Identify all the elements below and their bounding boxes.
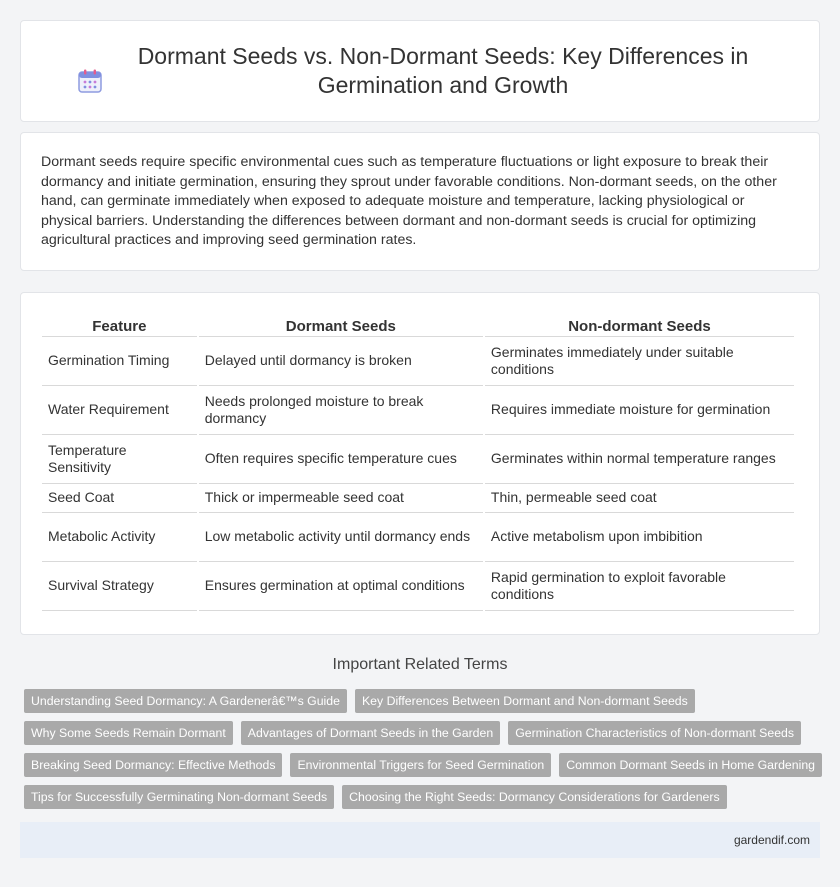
row-feature: Germination Timing	[42, 337, 197, 386]
tag-row	[24, 785, 735, 809]
table-row	[42, 562, 794, 611]
footer-site[interactable]: gardendif.com	[733, 833, 810, 847]
page-title: Dormant Seeds vs. Non-Dormant Seeds: Key Differences in Germination and Growth	[137, 43, 749, 98]
table-row	[42, 513, 794, 562]
row-dormant: Needs prolonged moisture to break dormancy	[199, 386, 483, 435]
related-tag[interactable]: Tips for Successfully Germinating Non-dormant Seeds	[24, 785, 334, 809]
comparison-table	[40, 313, 796, 611]
row-non-dormant: Germinates within normal temperature ranges	[485, 435, 794, 484]
row-dormant: Ensures germination at optimal conditions	[199, 562, 483, 611]
intro-paragraph: Dormant seeds require specific environmental cues such as temperature fluctuations or light exposure to break their dormancy and initiate germination, ensuring they sprout under favorable conditions. Non-dormant seeds, on the other hand, can germinate immediately when exposed to adequate moisture and temperature, lacking physiological or physical barriers. Understanding the differences between dormant and non-dormant seeds is crucial for optimizing agricultural practices and improving seed germination rates.	[41, 154, 777, 249]
related-tag[interactable]: Common Dormant Seeds in Home Gardening	[559, 753, 822, 777]
tag-row	[24, 689, 703, 713]
table-header-row	[42, 313, 794, 337]
related-tag[interactable]: Environmental Triggers for Seed Germination	[290, 753, 551, 777]
row-non-dormant: Active metabolism upon imbibition	[485, 513, 794, 562]
row-non-dormant: Rapid germination to exploit favorable conditions	[485, 562, 794, 611]
table-row	[42, 337, 794, 386]
header-non-dormant: Non-dormant Seeds	[485, 313, 794, 337]
table-row	[42, 435, 794, 484]
table-row	[42, 386, 794, 435]
row-feature: Metabolic Activity	[42, 513, 197, 562]
related-tag[interactable]: Choosing the Right Seeds: Dormancy Considerations for Gardeners	[342, 785, 726, 809]
row-dormant: Low metabolic activity until dormancy ends	[199, 513, 483, 562]
related-tag[interactable]: Germination Characteristics of Non-dormant Seeds	[508, 721, 801, 745]
related-tag[interactable]: Breaking Seed Dormancy: Effective Methods	[24, 753, 282, 777]
row-feature: Temperature Sensitivity	[42, 435, 197, 484]
row-dormant: Thick or impermeable seed coat	[199, 484, 483, 513]
header-feature: Feature	[42, 313, 197, 337]
intro-card	[20, 132, 820, 271]
tag-row	[24, 753, 830, 777]
row-non-dormant: Thin, permeable seed coat	[485, 484, 794, 513]
related-tag[interactable]: Why Some Seeds Remain Dormant	[24, 721, 233, 745]
row-non-dormant: Germinates immediately under suitable conditions	[485, 337, 794, 386]
related-tag[interactable]: Advantages of Dormant Seeds in the Garden	[241, 721, 500, 745]
table-row	[42, 484, 794, 513]
row-dormant: Delayed until dormancy is broken	[199, 337, 483, 386]
footer	[20, 822, 820, 858]
related-terms-title: Important Related Terms	[332, 656, 508, 673]
tag-row	[24, 721, 809, 745]
related-tag[interactable]: Key Differences Between Dormant and Non-dormant Seeds	[355, 689, 695, 713]
calendar-icon	[77, 68, 103, 94]
row-dormant: Often requires specific temperature cues	[199, 435, 483, 484]
related-tag[interactable]: Understanding Seed Dormancy: A Gardenerâ€™s Guide	[24, 689, 347, 713]
row-feature: Survival Strategy	[42, 562, 197, 611]
row-feature: Water Requirement	[42, 386, 197, 435]
row-non-dormant: Requires immediate moisture for germination	[485, 386, 794, 435]
row-feature: Seed Coat	[42, 484, 197, 513]
header-dormant: Dormant Seeds	[199, 313, 483, 337]
title-card	[20, 20, 820, 122]
table-card	[20, 292, 820, 635]
